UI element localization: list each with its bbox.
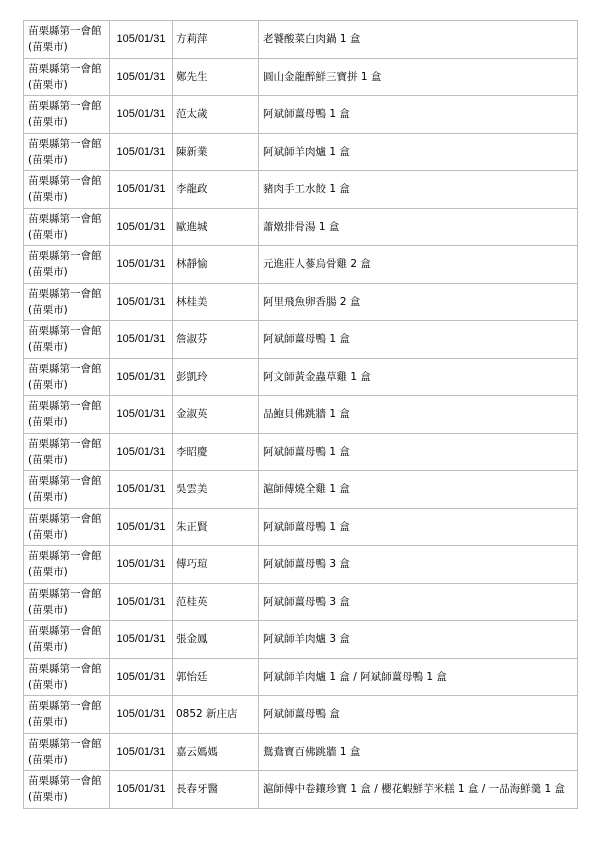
venue-cell <box>24 208 110 246</box>
table-row <box>24 508 578 546</box>
venue-name: 苗栗縣第一會館 <box>28 175 102 188</box>
date-cell: 105/01/31 <box>110 658 173 696</box>
recipient-name-cell: 彭凱玲 <box>173 358 259 396</box>
date-cell: 105/01/31 <box>110 471 173 509</box>
recipient-name-cell: 金淑英 <box>173 396 259 434</box>
recipient-name-cell: 傅巧瑄 <box>173 546 259 584</box>
venue-cell <box>24 21 110 59</box>
venue-name: 苗栗縣第一會館 <box>28 100 102 113</box>
item-cell: 阿斌師薑母鴨 3 盒 <box>259 546 578 584</box>
table-row <box>24 358 578 396</box>
recipient-name-cell: 朱正賢 <box>173 508 259 546</box>
venue-city: (苗栗市) <box>28 566 68 579</box>
table-row <box>24 546 578 584</box>
date-cell: 105/01/31 <box>110 21 173 59</box>
venue-name: 苗栗縣第一會館 <box>28 700 102 713</box>
venue-name: 苗栗縣第一會館 <box>28 212 102 225</box>
item-cell: 阿斌師薑母鴨 1 盒 <box>259 321 578 359</box>
table-row <box>24 96 578 134</box>
item-cell: 品鮑貝佛跳牆 1 盒 <box>259 396 578 434</box>
venue-city: (苗栗市) <box>28 153 68 166</box>
venue-name: 苗栗縣第一會館 <box>28 400 102 413</box>
item-cell: 阿斌師羊肉爐 1 盒 / 阿斌師薑母鴨 1 盒 <box>259 658 578 696</box>
recipient-name-cell: 范桂英 <box>173 583 259 621</box>
venue-city: (苗栗市) <box>28 603 68 616</box>
venue-name: 苗栗縣第一會館 <box>28 325 102 338</box>
venue-name: 苗栗縣第一會館 <box>28 137 102 150</box>
venue-cell <box>24 621 110 659</box>
item-cell: 阿斌師薑母鴨 1 盒 <box>259 433 578 471</box>
venue-name: 苗栗縣第一會館 <box>28 437 102 450</box>
table-row <box>24 771 578 809</box>
table-row <box>24 658 578 696</box>
venue-city: (苗栗市) <box>28 41 68 54</box>
venue-cell <box>24 471 110 509</box>
venue-city: (苗栗市) <box>28 716 68 729</box>
venue-name: 苗栗縣第一會館 <box>28 62 102 75</box>
item-cell: 滬師傅中卷鑲珍寶 1 盒 / 櫻花蝦鮮芋米糕 1 盒 / 一品海鮮羹 1 盒 <box>259 771 578 809</box>
venue-city: (苗栗市) <box>28 78 68 91</box>
venue-cell <box>24 133 110 171</box>
venue-cell <box>24 358 110 396</box>
venue-city: (苗栗市) <box>28 303 68 316</box>
venue-name: 苗栗縣第一會館 <box>28 362 102 375</box>
date-cell: 105/01/31 <box>110 321 173 359</box>
table-row <box>24 171 578 209</box>
venue-name: 苗栗縣第一會館 <box>28 287 102 300</box>
table-row <box>24 621 578 659</box>
venue-cell <box>24 396 110 434</box>
item-cell: 阿斌師薑母鴨 1 盒 <box>259 508 578 546</box>
date-cell: 105/01/31 <box>110 208 173 246</box>
venue-name: 苗栗縣第一會館 <box>28 512 102 525</box>
venue-city: (苗栗市) <box>28 641 68 654</box>
table-row <box>24 433 578 471</box>
table-row <box>24 396 578 434</box>
venue-city: (苗栗市) <box>28 678 68 691</box>
venue-city: (苗栗市) <box>28 791 68 804</box>
item-cell: 蕭燉排骨湯 1 盒 <box>259 208 578 246</box>
item-cell: 阿斌師薑母鴨 1 盒 <box>259 96 578 134</box>
date-cell: 105/01/31 <box>110 283 173 321</box>
venue-cell <box>24 433 110 471</box>
venue-cell <box>24 733 110 771</box>
table-row <box>24 733 578 771</box>
recipient-name-cell: 方莉萍 <box>173 21 259 59</box>
venue-city: (苗栗市) <box>28 341 68 354</box>
date-cell: 105/01/31 <box>110 696 173 734</box>
venue-city: (苗栗市) <box>28 416 68 429</box>
date-cell: 105/01/31 <box>110 621 173 659</box>
venue-name: 苗栗縣第一會館 <box>28 550 102 563</box>
gift-record-table <box>23 20 578 809</box>
venue-cell <box>24 58 110 96</box>
item-cell: 阿里飛魚卵香腸 2 盒 <box>259 283 578 321</box>
venue-city: (苗栗市) <box>28 491 68 504</box>
venue-city: (苗栗市) <box>28 753 68 766</box>
item-cell: 元進莊人蔘烏骨雞 2 盒 <box>259 246 578 284</box>
item-cell: 阿斌師羊肉爐 3 盒 <box>259 621 578 659</box>
venue-name: 苗栗縣第一會館 <box>28 775 102 788</box>
venue-city: (苗栗市) <box>28 378 68 391</box>
date-cell: 105/01/31 <box>110 358 173 396</box>
date-cell: 105/01/31 <box>110 58 173 96</box>
date-cell: 105/01/31 <box>110 96 173 134</box>
recipient-name-cell: 李昭慶 <box>173 433 259 471</box>
venue-city: (苗栗市) <box>28 528 68 541</box>
recipient-name-cell: 郭怡廷 <box>173 658 259 696</box>
date-cell: 105/01/31 <box>110 171 173 209</box>
recipient-name-cell: 0852 新庄店 <box>173 696 259 734</box>
table-row <box>24 696 578 734</box>
item-cell: 阿斌師薑母鴨 盒 <box>259 696 578 734</box>
recipient-name-cell: 張金鳳 <box>173 621 259 659</box>
item-cell: 阿斌師羊肉爐 1 盒 <box>259 133 578 171</box>
item-cell: 鴛鴦寶百佛跳牆 1 盒 <box>259 733 578 771</box>
table-row <box>24 21 578 59</box>
date-cell: 105/01/31 <box>110 246 173 284</box>
recipient-name-cell: 歐進城 <box>173 208 259 246</box>
venue-cell <box>24 771 110 809</box>
venue-city: (苗栗市) <box>28 191 68 204</box>
recipient-name-cell: 鄭先生 <box>173 58 259 96</box>
table-row <box>24 246 578 284</box>
item-cell: 滬師傅燒全雞 1 盒 <box>259 471 578 509</box>
venue-name: 苗栗縣第一會館 <box>28 737 102 750</box>
venue-cell <box>24 583 110 621</box>
venue-city: (苗栗市) <box>28 228 68 241</box>
recipient-name-cell: 林靜愉 <box>173 246 259 284</box>
recipient-name-cell: 范太歲 <box>173 96 259 134</box>
date-cell: 105/01/31 <box>110 396 173 434</box>
venue-cell <box>24 171 110 209</box>
venue-cell <box>24 246 110 284</box>
venue-name: 苗栗縣第一會館 <box>28 625 102 638</box>
table-row <box>24 471 578 509</box>
table-row <box>24 283 578 321</box>
venue-cell <box>24 96 110 134</box>
venue-name: 苗栗縣第一會館 <box>28 250 102 263</box>
item-cell: 阿文師黃金蟲草雞 1 盒 <box>259 358 578 396</box>
venue-city: (苗栗市) <box>28 266 68 279</box>
date-cell: 105/01/31 <box>110 133 173 171</box>
venue-name: 苗栗縣第一會館 <box>28 662 102 675</box>
venue-name: 苗栗縣第一會館 <box>28 475 102 488</box>
table-row <box>24 133 578 171</box>
date-cell: 105/01/31 <box>110 771 173 809</box>
table-row <box>24 321 578 359</box>
venue-cell <box>24 321 110 359</box>
date-cell: 105/01/31 <box>110 433 173 471</box>
table-row <box>24 583 578 621</box>
recipient-name-cell: 詹淑芬 <box>173 321 259 359</box>
date-cell: 105/01/31 <box>110 733 173 771</box>
recipient-name-cell: 李龍政 <box>173 171 259 209</box>
venue-cell <box>24 696 110 734</box>
venue-city: (苗栗市) <box>28 116 68 129</box>
item-cell: 老饕酸菜白肉鍋 1 盒 <box>259 21 578 59</box>
recipient-name-cell: 吳雲美 <box>173 471 259 509</box>
venue-name: 苗栗縣第一會館 <box>28 25 102 38</box>
item-cell: 圓山金龍醉鮮三寶拼 1 盒 <box>259 58 578 96</box>
venue-city: (苗栗市) <box>28 453 68 466</box>
date-cell: 105/01/31 <box>110 546 173 584</box>
date-cell: 105/01/31 <box>110 508 173 546</box>
date-cell: 105/01/31 <box>110 583 173 621</box>
table-row <box>24 58 578 96</box>
item-cell: 豬肉手工水餃 1 盒 <box>259 171 578 209</box>
venue-cell <box>24 546 110 584</box>
item-cell: 阿斌師薑母鴨 3 盒 <box>259 583 578 621</box>
venue-cell <box>24 508 110 546</box>
recipient-name-cell: 長春牙醫 <box>173 771 259 809</box>
recipient-name-cell: 嘉云媽媽 <box>173 733 259 771</box>
table-row <box>24 208 578 246</box>
table-body <box>24 21 578 809</box>
venue-cell <box>24 658 110 696</box>
venue-cell <box>24 283 110 321</box>
venue-name: 苗栗縣第一會館 <box>28 587 102 600</box>
recipient-name-cell: 陳新業 <box>173 133 259 171</box>
recipient-name-cell: 林桂美 <box>173 283 259 321</box>
